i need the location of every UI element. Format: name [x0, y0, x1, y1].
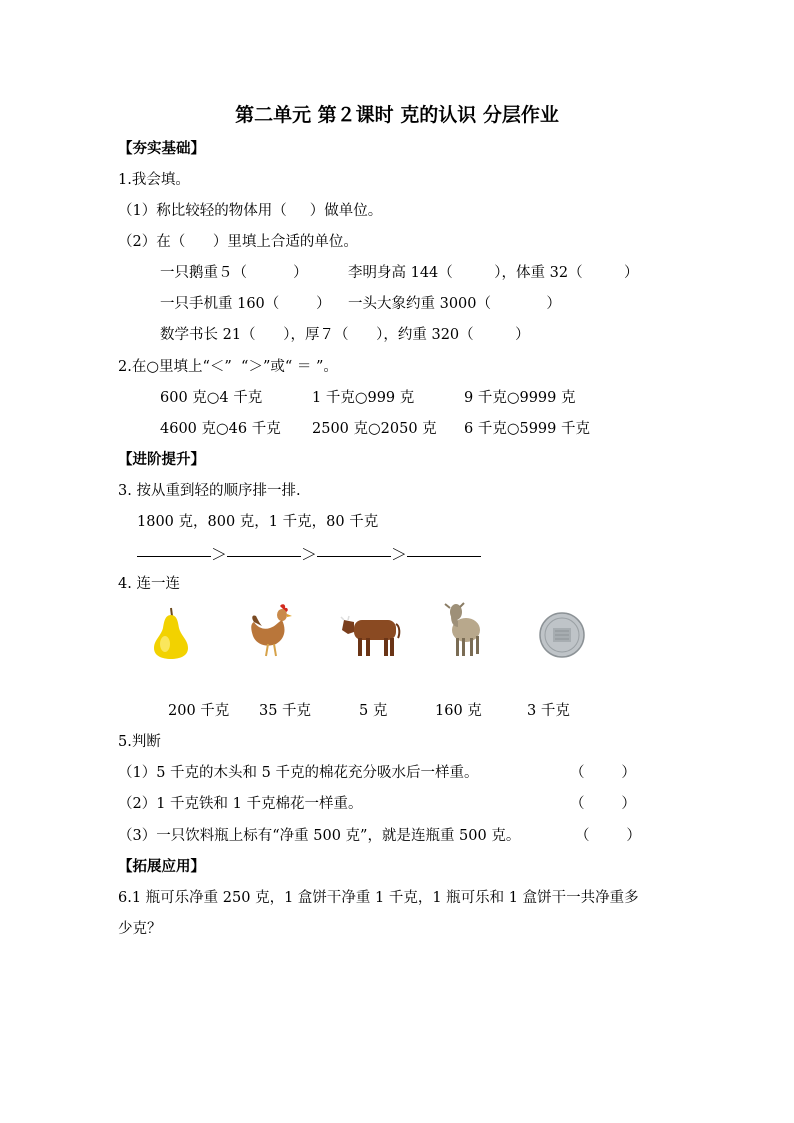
q2-item: 2500 克○2050 克: [312, 421, 437, 437]
q5-item: （1）5 千克的木头和 5 千克的棉花充分吸水后一样重。: [118, 765, 479, 781]
answer-blank[interactable]: [227, 556, 301, 557]
q3-heading: 3. 按从重到轻的顺序排一排.: [118, 483, 301, 499]
q1-part1: （1）称比较轻的物体用（ ）做单位。: [118, 203, 383, 219]
q1-row3: 数学书长 21（ ），厚７（ ），约重 320（ ）: [160, 327, 530, 343]
q2-item: 9 千克○9999 克: [464, 390, 576, 406]
section-advanced: 【进阶提升】: [118, 452, 205, 468]
section-basic: 【夯实基础】: [118, 141, 205, 157]
q2-heading: 2.在○里填上“＜” “＞”或“ ＝ ”。: [118, 359, 338, 375]
page-title: 第二单元 第２课时 克的认识 分层作业: [235, 104, 559, 126]
q5-answer-box[interactable]: （ ）: [570, 796, 636, 812]
q1-heading: 1.我会填。: [118, 172, 190, 188]
q3-values: 1800 克，800 克，1 千克，80 千克: [137, 514, 379, 530]
q6-line2: 少克？: [118, 921, 162, 937]
answer-blank[interactable]: [317, 556, 391, 557]
q5-item: （3）一只饮料瓶上标有“净重 500 克”，就是连瓶重 500 克。: [118, 828, 521, 844]
q4-label: 5 克: [359, 703, 388, 719]
q1-row1-b: 李明身高 144（ ），体重 32（ ）: [348, 265, 639, 281]
chicken-icon: [248, 602, 294, 658]
q2-item: 4600 克○46 千克: [160, 421, 281, 437]
q4-label: 35 千克: [259, 703, 312, 719]
q2-item: 6 千克○5999 千克: [464, 421, 590, 437]
answer-blank[interactable]: [137, 556, 211, 557]
section-extend: 【拓展应用】: [118, 859, 205, 875]
q1-part2: （2）在（ ）里填上合适的单位。: [118, 234, 358, 250]
q5-heading: 5.判断: [118, 734, 161, 750]
greater-than-sign: ＞: [211, 545, 228, 564]
greater-than-sign: ＞: [301, 545, 318, 564]
sheep-icon: [444, 602, 484, 660]
q4-label: 200 千克: [168, 703, 230, 719]
q6-line1: 6.1 瓶可乐净重 250 克，1 盒饼干净重 1 千克，1 瓶可乐和 1 盒饼干一共净重多: [118, 890, 639, 906]
coin-icon: [539, 612, 585, 658]
q2-item: 1 千克○999 克: [312, 390, 415, 406]
greater-than-sign: ＞: [391, 545, 408, 564]
q1-row2-b: 一头大象约重 3000（ ）: [348, 296, 561, 312]
cow-icon: [340, 612, 406, 660]
q4-heading: 4. 连一连: [118, 576, 180, 592]
answer-blank[interactable]: [407, 556, 481, 557]
q5-item: （2）1 千克铁和 1 千克棉花一样重。: [118, 796, 363, 812]
q1-row1-a: 一只鹅重５（ ）: [160, 265, 308, 281]
q5-answer-box[interactable]: （ ）: [570, 765, 636, 781]
pear-icon: [150, 606, 192, 660]
q4-label: 3 千克: [527, 703, 570, 719]
q2-item: 600 克○4 千克: [160, 390, 263, 406]
q4-label: 160 克: [435, 703, 482, 719]
q5-answer-box[interactable]: （ ）: [575, 828, 641, 844]
q1-row2-a: 一只手机重 160（ ）: [160, 296, 331, 312]
